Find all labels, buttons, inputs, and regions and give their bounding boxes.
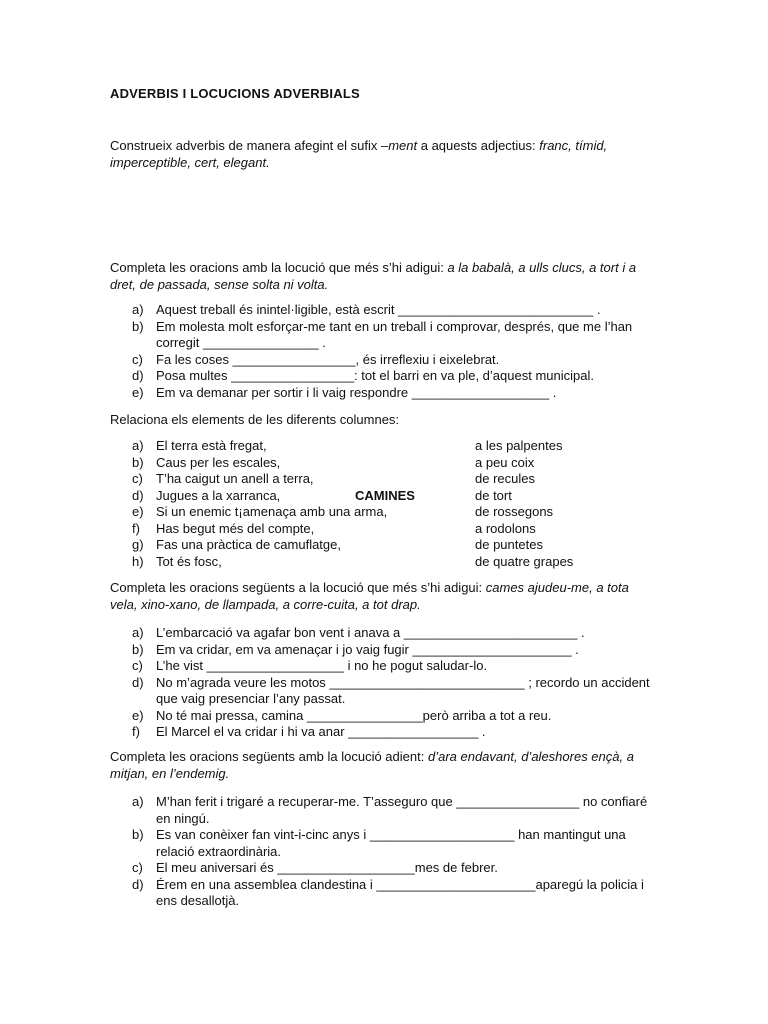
exercise-5-instructions: Completa les oracions següents amb la locució adient: d’ara endavant, d’aleshores ençà, a mitjan, en l’endemig.: [110, 749, 634, 781]
list-item: c) Fa les coses _________________, és irreflexiu i eixelebrat.: [132, 351, 500, 367]
list-item: b) Em molesta molt esforçar-me tant en un treball i comprovar, després, que me l’han corregit ________________ .: [132, 318, 633, 350]
list-item: d) Posa multes _________________: tot el barri en va ple, d’aquest municipal.: [132, 368, 594, 383]
list-item: b) Em va cridar, em va amenaçar i jo vaig fugir ______________________ .: [132, 641, 579, 657]
center-word-camines: CAMINES: [355, 488, 415, 503]
exercise-3-instructions: Relaciona els elements de les diferents columnes:: [110, 412, 400, 427]
exercise-2-instructions: Completa les oracions amb la locució que més s’hi adigui: a la babalà, a ulls clucs, a tort i a dret, de passada, sense solta ni volta.: [110, 260, 637, 292]
list-item: b) Es van conèixer fan vint-i-cinc anys i ____________________ han mantingut una relació extraordinària.: [132, 827, 626, 859]
list-item: e) Em va demanar per sortir i li vaig respondre ___________________ .: [132, 384, 557, 400]
list-item: c) L’he vist ___________________ i no he pogut saludar-lo.: [132, 658, 488, 673]
list-item: d) Érem en una assemblea clandestina i ______________________aparegú la policia i ens desallotjà.: [132, 876, 644, 908]
exercise-4-list: [132, 625, 656, 741]
list-item: a) L’embarcació va agafar bon vent i anava a ________________________ .: [132, 625, 585, 640]
table-row: h) Tot és fosc, de quatre grapes: [132, 553, 574, 569]
table-row: c) T’ha caigut un anell a terra, de recules: [132, 471, 535, 486]
list-item: c) El meu aniversari és ___________________mes de febrer.: [132, 860, 498, 875]
list-item: f) El Marcel el va cridar i hi va anar __________________ .: [132, 724, 486, 739]
table-row: b) Caus per les escales, a peu coix: [132, 454, 535, 470]
exercise-1-instructions: Construeix adverbis de manera afegint el sufix –ment a aquests adjectius: franc, tímid, imperceptible, cert, elegant.: [110, 138, 608, 170]
table-row: d) Jugues a la xarranca, de tort: [132, 487, 512, 503]
exercise-4-instructions: Completa les oracions següents a la locució que més s’hi adigui: cames ajudeu-me, a tota vela, xino-xano, de llampada, a corre-cuita, a tot drap.: [110, 580, 629, 612]
exercise-5-list: [132, 794, 656, 910]
list-item: a) M’han ferit i trigaré a recuperar-me. T’asseguro que _________________ no confiaré en ningú.: [132, 794, 648, 826]
list-item: e) No té mai pressa, camina ________________però arriba a tot a reu.: [132, 707, 552, 723]
page-title: ADVERBIS I LOCUCIONS ADVERBIALS: [110, 86, 360, 101]
table-row: g) Fas una pràctica de camuflatge, de puntetes: [132, 537, 543, 552]
table-row: e) Si un enemic t¡amenaça amb una arma, de rossegons: [132, 504, 554, 519]
table-row: f) Has begut més del compte, a rodolons: [132, 520, 536, 536]
list-item: a) Aquest treball és inintel·ligible, està escrit ___________________________ .: [132, 302, 601, 317]
exercise-2-list: [132, 302, 656, 401]
table-row: a) El terra està fregat, a les palpentes: [132, 438, 563, 453]
list-item: d) No m’agrada veure les motos ___________________________ ; recordo un accident que vaig presenciar l’any passat.: [132, 674, 650, 706]
